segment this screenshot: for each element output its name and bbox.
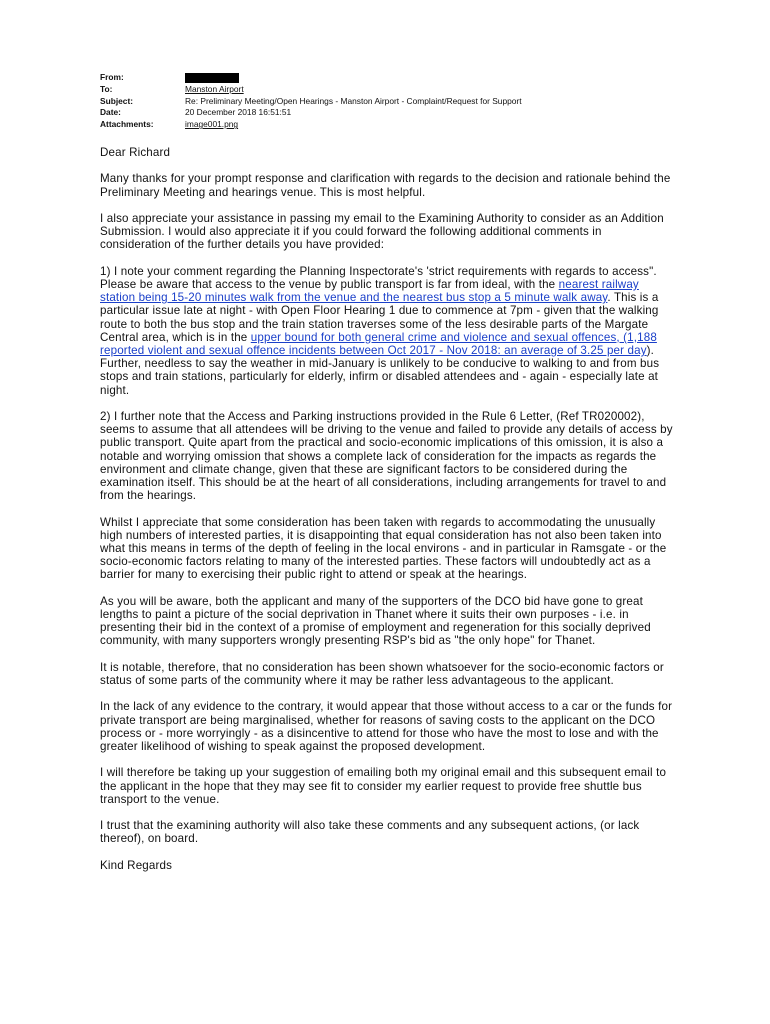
paragraph-3-text-a: 1) I note your comment regarding the Planning Inspectorate's 'strict requirements with regards to access". Please be aware that access to the venue by public transport is far from ideal, with the	[100, 264, 657, 291]
email-body	[100, 146, 675, 885]
date-row	[100, 107, 522, 119]
paragraph-3	[100, 265, 675, 397]
paragraph-5: Whilst I appreciate that some consideration has been taken with regards to accommodating the unusually high numbers of interested parties, it is disappointing that equal consideration has not also been taken into what this means in terms of the depth of feeling in the local environs - and in particular in Ramsgate - or the socio-economic factors relating to many of the interested parties. These factors will undoubtedly act as a barrier for many to exercising their public right to attend or speak at the hearings.	[100, 515, 667, 582]
paragraph-9: I will therefore be taking up your suggestion of emailing both my original email and this subsequent email to the applicant in the hope that they may see fit to consider my earlier request to provide free shuttle bus transport to the venue.	[100, 766, 667, 806]
paragraph-10: I trust that the examining authority will also take these comments and any subsequent actions, (or lack thereof), on board.	[100, 819, 640, 846]
railway-station-link[interactable]: nearest railway station being 15-20 minutes walk from the venue and the nearest bus stop a 5 minute walk away	[100, 277, 639, 305]
paragraph-3-text-c: ). Further, needless to say the weather in mid-January is unlikely to be conducive to walking to and from bus stops and train stations, particularly for elderly, infirm or disabled attendees and - again - especially late at night.	[100, 344, 660, 397]
date-label: Date:	[100, 107, 121, 118]
paragraph-8: In the lack of any evidence to the contrary, it would appear that those without access to a car or the funds for private transport are being marginalised, whether for reasons of saving costs to the applicant on the DCO process or - more worryingly - as a disincentive to attend for those who have the most to lose and with the greater likelihood of wishing to speak against the proposed development.	[100, 700, 673, 754]
paragraph-1: Many thanks for your prompt response and clarification with regards to the decision and rationale behind the Preliminary Meeting and hearings venue. This is most helpful.	[100, 172, 671, 199]
date-value: 20 December 2018 16:51:51	[185, 107, 292, 118]
attachment-link[interactable]: image001.png	[185, 119, 239, 130]
to-link[interactable]: Manston Airport	[185, 83, 244, 94]
from-label: From:	[100, 72, 124, 82]
paragraph-2: I also appreciate your assistance in passing my email to the Examining Authority to consider as an Addition Submission. I would also appreciate it if you could forward the following additional comments in consideration of the further details you have provided:	[100, 211, 664, 252]
paragraph-4: 2) I further note that the Access and Parking instructions provided in the Rule 6 Letter, (Ref TR020002), seems to assume that all attendees will be driving to the venue and failed to provide any details of access by public transport. Quite apart from the practical and socio-economic implications of this omission, it is also a notable and worrying omission that shows a complete lack of consideration for the impacts as regards the environment and climate change, given that these are significant factors to be considered during the examination itself. This should be at the heart of all considerations, including arrangements for travel to and from the hearings.	[100, 410, 673, 503]
signoff: Kind Regards	[100, 858, 173, 872]
email-header	[100, 72, 522, 131]
paragraph-3-text-b: . This is a particular issue late at night - with Open Floor Hearing 1 due to commence at 7pm - given that the walking route to both the bus stop and the train station traverses some of the less desirable parts of the Margate Central area, which is in the	[100, 291, 659, 344]
paragraph-7: It is notable, therefore, that no consideration has been shown whatsoever for the socio-economic factors or status of some parts of the community where it may be rather less advantageous to the applicant.	[100, 660, 664, 688]
to-row	[100, 84, 522, 96]
subject-label: Subject:	[100, 95, 134, 106]
subject-value: Re: Preliminary Meeting/Open Hearings - Manston Airport - Complaint/Request for Support	[185, 95, 522, 106]
from-value-redacted	[185, 72, 239, 84]
attachments-row	[100, 119, 522, 131]
paragraph-6: As you will be aware, both the applicant and many of the supporters of the DCO bid have gone to great lengths to paint a picture of the social deprivation in Thanet where it suits their own purposes - i.e. in presenting their bid in the context of a promise of employment and regeneration for this socially deprived community, with many supporters wrongly presenting RSP's bid as "the only hope" for Thanet.	[100, 594, 651, 648]
to-label: To:	[100, 83, 113, 94]
redaction-block	[185, 73, 239, 83]
from-row	[100, 72, 522, 84]
subject-row	[100, 96, 522, 108]
greeting: Dear Richard	[100, 146, 171, 159]
crime-statistics-link[interactable]: upper bound for both general crime and violence and sexual offences, (1,188 reported violent and sexual offence incidents between Oct 2017 - Nov 2018: an average of 3.25 per day	[100, 330, 657, 357]
attachments-label: Attachments:	[100, 119, 154, 130]
